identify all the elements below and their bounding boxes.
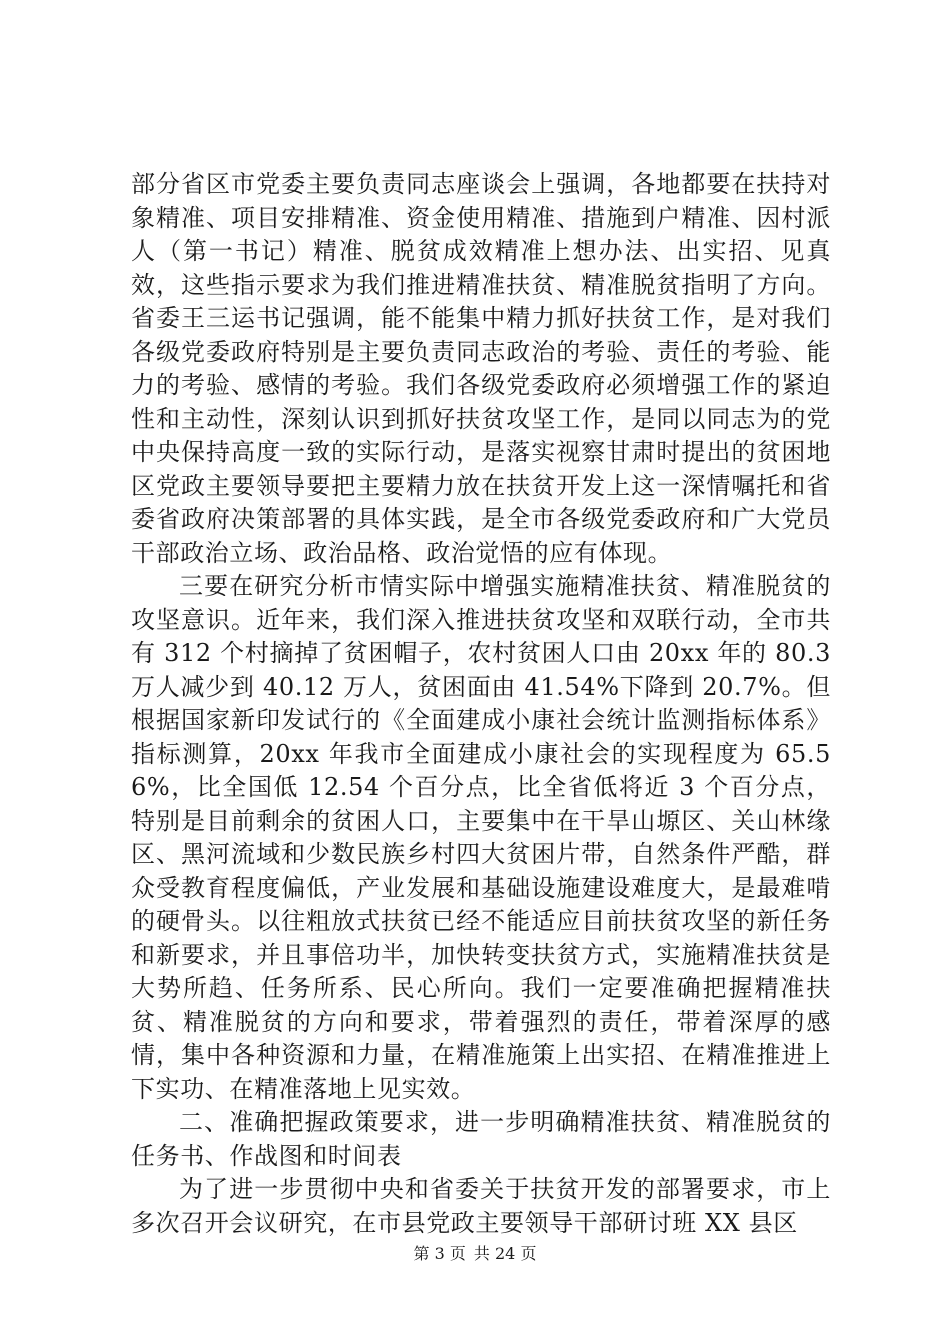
document-body — [131, 168, 831, 1240]
paragraph-1: 部分省区市党委主要负责同志座谈会上强调，各地都要在扶持对象精准、项目安排精准、资金使用精准、措施到户精准、因村派人（第一书记）精准、脱贫成效精准上想办法、出实招、见真效，这些指示要求为我们推进精准扶贫、精准脱贫指明了方向。省委王三运书记强调，能不能集中精力抓好扶贫工作，是对我们各级党委政府特别是主要负责同志政治的考验、责任的考验、能力的考验、感情的考验。我们各级党委政府必须增强工作的紧迫性和主动性，深刻认识到抓好扶贫攻坚工作，是同以同志为的党中央保持高度一致的实际行动，是落实视察甘肃时提出的贫困地区党政主要领导要把主要精力放在扶贫开发上这一深情嘱托和省委省政府决策部署的具体实践，是全市各级党委政府和广大党员干部政治立场、政治品格、政治觉悟的应有体现。 — [131, 170, 831, 567]
page-footer — [0, 1244, 950, 1264]
page-total: 共 24 页 — [473, 1244, 537, 1263]
section-heading: 二、准确把握政策要求，进一步明确精准扶贫、精准脱贫的任务书、作战图和时间表 — [131, 1108, 831, 1170]
paragraph-2: 三要在研究分析市情实际中增强实施精准扶贫、精准脱贫的攻坚意识。近年来，我们深入推进扶贫攻坚和双联行动，全市共有 312 个村摘掉了贫困帽子，农村贫困人口由 20xx 年的 80.3 万人减少到 40.12 万人，贫困面由 41.54%下降到 20.7%。但根据国家新印发试行的《全面建成小康社会统计监测指标体系》指标测算，20xx 年我市全面建成小康社会的实现程度为 65.56%，比全国低 12.54 个百分点，比全省低将近 3 个百分点，特别是目前剩余的贫困人口，主要集中在干旱山塬区、关山林缘区、黑河流域和少数民族乡村四大贫困片带，自然条件严酷，群众受教育程度偏低，产业发展和基础设施建设难度大，是最难啃的硬骨头。以往粗放式扶贫已经不能适应目前扶贫攻坚的新任务和新要求，并且事倍功半，加快转变扶贫方式，实施精准扶贫是大势所趋、任务所系、民心所向。我们一定要准确把握精准扶贫、精准脱贫的方向和要求，带着强烈的责任，带着深厚的感情，集中各种资源和力量，在精准施策上出实招、在精准推进上下实功、在精准落地上见实效。 — [131, 572, 831, 1103]
paragraph-3: 为了进一步贯彻中央和省委关于扶贫开发的部署要求，市上多次召开会议研究，在市县党政主要领导干部研讨班 XX 县区 — [131, 1175, 831, 1237]
page-number: 第 3 页 — [413, 1244, 466, 1263]
